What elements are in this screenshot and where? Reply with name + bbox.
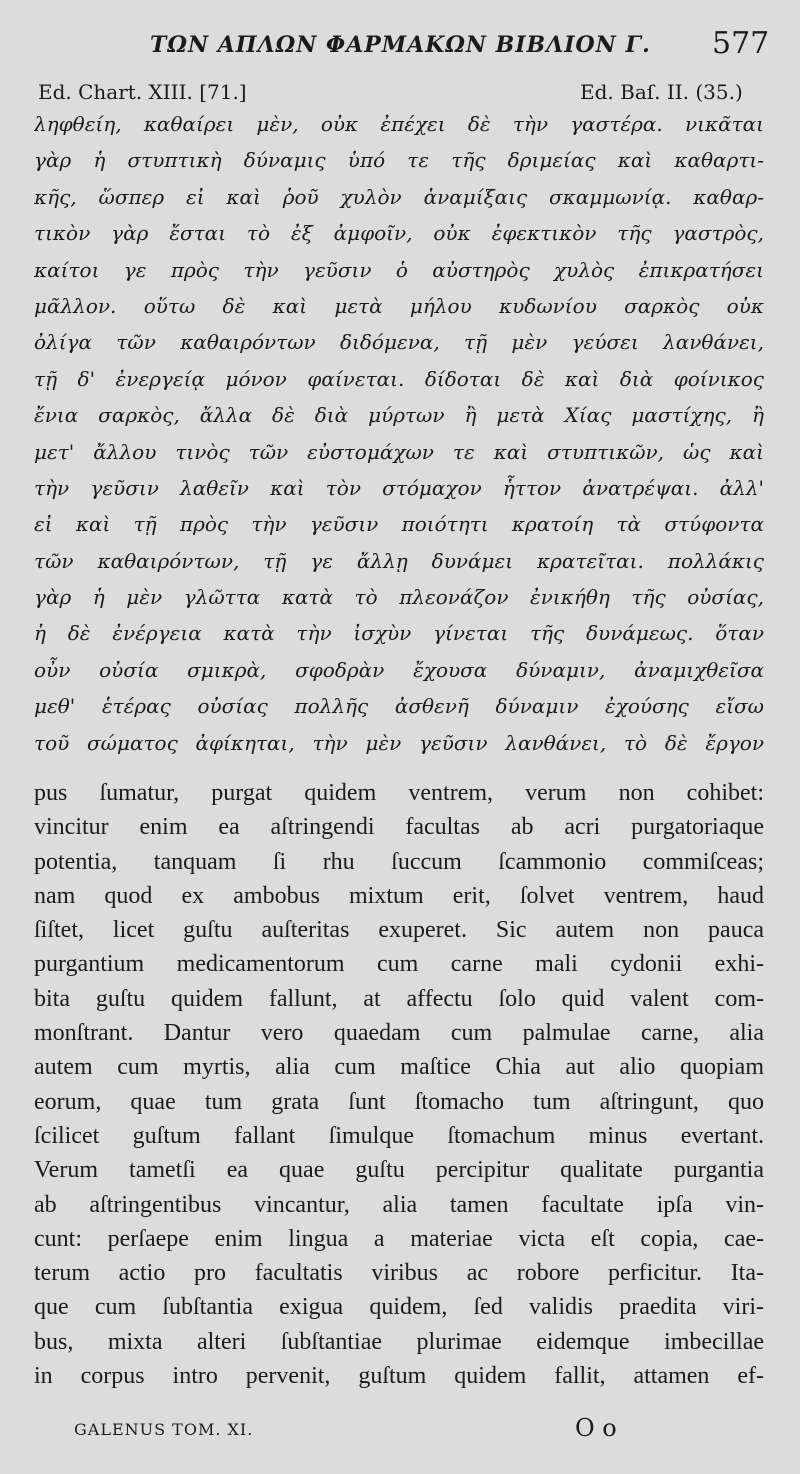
edition-reference-chartier: Ed. Chart. XIII. [71.] — [38, 80, 247, 104]
greek-text-line: ἔνια σαρκὸς, ἄλλα δὲ διὰ μύρτων ἢ μετὰ Χίας μαστίχης, ἢ — [34, 403, 764, 428]
latin-text-line: autem cum myrtis, alia cum maſtice Chia aut alio quopiam — [34, 1054, 764, 1081]
latin-text-line: ſiſtet, licet guſtu auſteritas exuperet. Sic autem non pauca — [34, 917, 764, 944]
greek-text-line: ἡ δὲ ἐνέργεια κατὰ τὴν ἰσχὺν γίνεται τῆς δυνάμεως. ὅταν — [34, 621, 764, 646]
greek-text-line: γὰρ ἡ μὲν γλῶττα κατὰ τὸ πλεονάζον ἐνικήθη τῆς οὐσίας, — [34, 585, 764, 610]
latin-text-line: vincitur enim ea aſtringendi facultas ab acri purgatoriaque — [34, 814, 764, 841]
running-head: ΤΩΝ ΑΠΛΩΝ ΦΑΡΜΑΚΩΝ ΒΙΒΛΙΟΝ Γ. — [150, 32, 651, 58]
greek-text-line: μετ' ἄλλου τινὸς τῶν εὐστομάχων τε καὶ στυπτικῶν, ὡς καὶ — [34, 439, 764, 464]
greek-text-block — [34, 106, 764, 761]
greek-text-line: κῆς, ὥσπερ εἰ καὶ ῥοῦ χυλὸν ἀναμίξαις σκαμμωνίᾳ. καθαρ- — [34, 184, 764, 209]
greek-text-line: εἰ καὶ τῇ πρὸς τὴν γεῦσιν ποιότητι κρατοίη τὰ στύφοντα — [34, 512, 764, 537]
greek-text-line: καίτοι γε πρὸς τὴν γεῦσιν ὁ αὐστηρὸς χυλὸς ἐπικρατήσει — [34, 257, 764, 282]
signature-line: GALENUS TOM. XI. — [74, 1420, 254, 1439]
latin-text-line: Verum tametſi ea quae guſtu percipitur qualitate purgantia — [34, 1157, 764, 1184]
signature-mark: O o — [575, 1414, 617, 1442]
greek-text-line: τῇ δ' ἐνεργείᾳ μόνον φαίνεται. δίδοται δὲ καὶ διὰ φοίνικος — [34, 366, 764, 391]
greek-text-line: γὰρ ἡ στυπτικὴ δύναμις ὑπό τε τῆς δριμείας καὶ καθαρτι- — [34, 148, 764, 173]
greek-text-line: οὖν οὐσία σμικρὰ, σφοδρὰν ἔχουσα δύναμιν, ἀναμιχθεῖσα — [34, 657, 764, 682]
latin-text-line: purgantium medicamentorum cum carne mali cydonii exhi- — [34, 951, 764, 978]
latin-text-line: pus ſumatur, purgat quidem ventrem, verum non cohibet: — [34, 780, 764, 806]
greek-text-line: μεθ' ἑτέρας οὐσίας πολλῆς ἀσθενῆ δύναμιν ἐχούσης εἴσω — [34, 694, 764, 719]
edition-reference-basel: Ed. Baſ. II. (35.) — [580, 80, 743, 104]
latin-text-line: in corpus intro pervenit, guſtum quidem fallit, attamen ef- — [34, 1363, 764, 1390]
greek-text-line: τοῦ σώματος ἀφίκηται, τὴν μὲν γεῦσιν λανθάνει, τὸ δὲ ἔργον — [34, 730, 764, 755]
latin-text-line: ſcilicet guſtum fallant ſimulque ſtomachum minus evertant. — [34, 1122, 764, 1149]
latin-text-block — [34, 776, 764, 1393]
latin-text-line: terum actio pro facultatis viribus ac robore perficitur. Ita- — [34, 1260, 764, 1287]
latin-text-line: bita guſtu quidem fallunt, at affectu ſolo quid valent com- — [34, 985, 764, 1012]
greek-text-line: ὀλίγα τῶν καθαιρόντων διδόμενα, τῇ μὲν γεύσει λανθάνει, — [34, 330, 764, 355]
greek-text-line: τικὸν γὰρ ἔσται τὸ ἐξ ἀμφοῖν, οὐκ ἐφεκτικὸν τῆς γαστρὸς, — [34, 221, 764, 246]
greek-text-line: μᾶλλον. οὕτω δὲ καὶ μετὰ μήλου κυδωνίου σαρκὸς οὐκ — [34, 293, 764, 318]
latin-text-line: monſtrant. Dantur vero quaedam cum palmulae carne, alia — [34, 1020, 764, 1047]
latin-text-line: bus, mixta alteri ſubſtantiae plurimae eidemque imbecillae — [34, 1328, 764, 1355]
greek-text-line: τὴν γεῦσιν λαθεῖν καὶ τὸν στόμαχον ἧττον ἀνατρέψαι. ἀλλ' — [34, 475, 764, 500]
latin-text-line: ab aſtringentibus vincantur, alia tamen facultate ipſa vin- — [34, 1191, 764, 1218]
latin-text-line: cunt: perſaepe enim lingua a materiae victa eſt copia, cae- — [34, 1225, 764, 1252]
latin-text-line: eorum, quae tum grata ſunt ſtomacho tum aſtringunt, quo — [34, 1088, 764, 1115]
latin-text-line: nam quod ex ambobus mixtum erit, ſolvet ventrem, haud — [34, 882, 764, 909]
latin-text-line: potentia, tanquam ſi rhu ſuccum ſcammonio commiſceas; — [34, 848, 764, 875]
greek-text-line: ληφθείη, καθαίρει μὲν, οὐκ ἐπέχει δὲ τὴν γαστέρα. νικᾶται — [34, 112, 764, 136]
greek-text-line: τῶν καθαιρόντων, τῇ γε ἄλλῃ δυνάμει κρατεῖται. πολλάκις — [34, 548, 764, 573]
latin-text-line: que cum ſubſtantia exigua quidem, ſed validis praedita viri- — [34, 1294, 764, 1321]
page-number: 577 — [712, 26, 770, 61]
